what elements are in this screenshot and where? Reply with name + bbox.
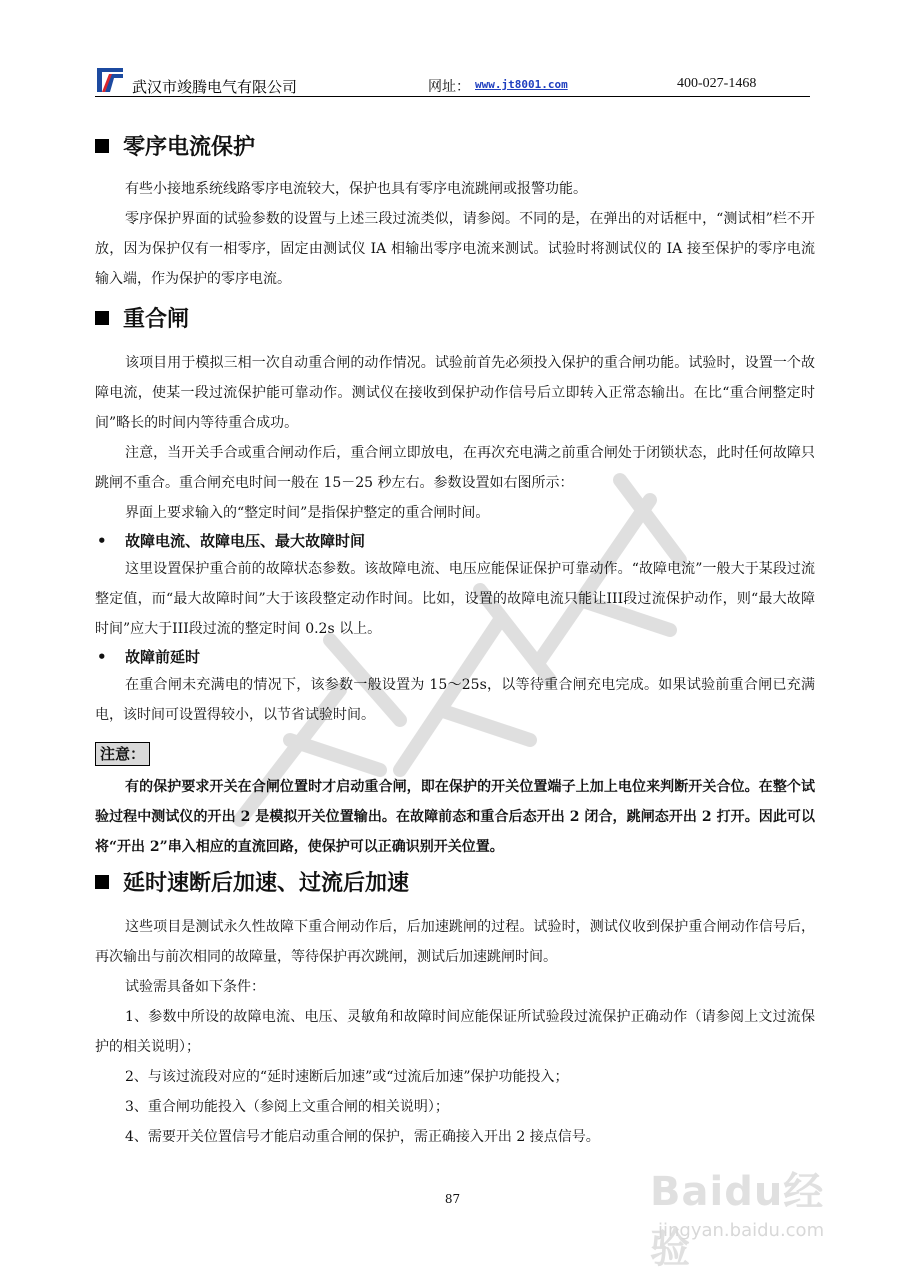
paragraph: 零序保护界面的试验参数的设置与上述三段过流类似，请参阅。不同的是，在弹出的对话框中，“测试相”栏不开放，因为保护仅有一相零序，固定由测试仪 IA 相输出零序电流来测试。试验时将测试仪的 IA 接至保护的零序电流输入端，作为保护的零序电流。 bbox=[95, 211, 815, 287]
phone-number: 400-027-1468 bbox=[677, 76, 757, 91]
paragraph: 界面上要求输入的“整定时间”是指保护整定的重合闸时间。 bbox=[125, 505, 490, 521]
section-heading-reclose: 重合闸 bbox=[95, 302, 815, 338]
page-number: 87 bbox=[444, 1192, 461, 1206]
website-link[interactable]: www.jt8001.com bbox=[475, 78, 568, 91]
notice-paragraph: 有的保护要求开关在合闸位置时才启动重合闸，即在保护的开关位置端子上加上电位来判断开关合位。在整个试验过程中测试仪的开出 2 是模拟开关位置输出。在故障前态和重合后态开出 2 闭合，跳闸态开出 2 打开。因此可以将“开出 2”串入相应的直流回路，使保护可以正确识别开关位置。 bbox=[95, 779, 815, 855]
square-bullet-icon bbox=[95, 311, 109, 325]
paragraph: 试验需具备如下条件： bbox=[125, 979, 265, 995]
bullet-heading-pre-fault-delay: • 故障前延时 bbox=[95, 644, 815, 670]
website-label: 网址： bbox=[428, 79, 470, 95]
baidu-brand: Baidu经验 bbox=[650, 1169, 825, 1272]
paragraph: 注意，当开关手合或重合闸动作后，重合闸立即放电，在再次充电满之前重合闸处于闭锁状态，此时任何故障只跳闸不重合。重合闸充电时间一般在 15－25 秒左右。参数设置如右图所示： bbox=[95, 445, 815, 491]
bullet-heading-fault-params: • 故障电流、故障电压、最大故障时间 bbox=[95, 528, 815, 554]
header-divider bbox=[95, 96, 810, 97]
condition-list bbox=[95, 1002, 815, 1152]
section-heading-acceleration: 延时速断后加速、过流后加速 bbox=[95, 866, 815, 902]
list-item: 2、与该过流段对应的“延时速断后加速”或“过流后加速”保护功能投入； bbox=[125, 1069, 569, 1085]
square-bullet-icon bbox=[95, 875, 109, 889]
paragraph: 在重合闸未充满电的情况下，该参数一般设置为 15～25s，以等待重合闸充电完成。如果试验前重合闸已充满电，该时间可设置得较小，以节省试验时间。 bbox=[95, 677, 815, 723]
list-item: 4、需要开关位置信号才能启动重合闸的保护，需正确接入开出 2 接点信号。 bbox=[125, 1129, 600, 1145]
baidu-url: jingyan.baidu.com bbox=[658, 1220, 825, 1241]
notice-label: 注意： bbox=[95, 742, 150, 766]
paragraph: 该项目用于模拟三相一次自动重合闸的动作情况。试验前首先必须投入保护的重合闸功能。试验时，设置一个故障电流，使某一段过流保护能可靠动作。测试仪在接收到保护动作信号后立即转入正常态输出。在比“重合闸整定时间”略长的时间内等待重合成功。 bbox=[95, 355, 815, 431]
list-item: 3、重合闸功能投入（参阅上文重合闸的相关说明）； bbox=[125, 1099, 449, 1115]
company-logo-icon bbox=[97, 68, 123, 92]
section-heading-zero-sequence: 零序电流保护 bbox=[95, 130, 815, 166]
paragraph: 这里设置保护重合前的故障状态参数。该故障电流、电压应能保证保护可靠动作。“故障电流”一般大于某段过流整定值，而“最大故障时间”大于该段整定动作时间。比如，设置的故障电流只能让III段过流保护动作，则“最大故障时间”应大于III段过流的整定时间 0.2s 以上。 bbox=[95, 561, 815, 637]
paragraph: 有些小接地系统线路零序电流较大，保护也具有零序电流跳闸或报警功能。 bbox=[125, 181, 587, 197]
document-body bbox=[95, 130, 815, 1152]
list-item: 1、参数中所设的故障电流、电压、灵敏角和故障时间应能保证所试验段过流保护正确动作（请参阅上文过流保护的相关说明）； bbox=[95, 1009, 815, 1055]
company-name: 武汉市竣腾电气有限公司 bbox=[132, 78, 298, 96]
paragraph: 这些项目是测试永久性故障下重合闸动作后，后加速跳闸的过程。试验时，测试仪收到保护重合闸动作信号后，再次输出与前次相同的故障量，等待保护再次跳闸，测试后加速跳闸时间。 bbox=[95, 919, 815, 965]
square-bullet-icon bbox=[95, 139, 109, 153]
page-header bbox=[95, 66, 810, 98]
